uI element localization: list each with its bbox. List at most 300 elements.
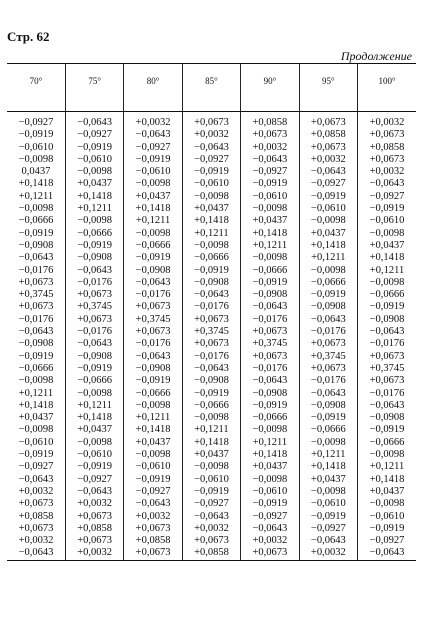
table-row (7, 191, 416, 203)
table-cell: −0,0098 (182, 461, 240, 473)
table-cell: −0,0098 (124, 178, 182, 190)
table-cell: +0,0673 (241, 326, 299, 338)
table-cell: +0,1418 (18, 399, 54, 411)
table-cell: −0,0666 (241, 412, 299, 424)
table-row (7, 154, 416, 166)
column-header: 85° (182, 64, 240, 112)
table-cell: +0,3745 (65, 301, 123, 313)
table-cell: −0,0908 (299, 400, 357, 412)
table-cell: −0,0643 (358, 400, 416, 412)
table-cell: −0,0927 (299, 178, 357, 190)
table-cell: −0,0643 (358, 326, 416, 338)
table-cell: +0,0673 (182, 338, 240, 350)
table-cell: +0,0673 (241, 129, 299, 141)
table-cell: −0,0098 (124, 400, 182, 412)
table-cell: −0,0643 (65, 265, 123, 277)
table-cell: −0,0666 (18, 215, 54, 227)
table-cell: +0,0673 (65, 535, 123, 547)
table-cell: −0,0098 (124, 449, 182, 461)
table-cell: −0,0908 (358, 412, 416, 424)
table-row (7, 338, 416, 350)
table-row (7, 301, 416, 313)
table-cell: +0,0032 (358, 112, 416, 130)
table-cell: −0,0643 (182, 363, 240, 375)
table-cell: −0,0610 (182, 178, 240, 190)
table-cell: +0,0032 (299, 547, 357, 560)
table-row (7, 203, 416, 215)
table-cell: +0,0032 (18, 485, 54, 497)
table-cell: −0,0666 (182, 252, 240, 264)
table-row (7, 449, 416, 461)
table-cell: −0,0908 (124, 363, 182, 375)
table-cell: −0,0919 (124, 154, 182, 166)
table-cell: +0,3745 (182, 326, 240, 338)
table-cell: +0,0437 (182, 203, 240, 215)
table-cell: −0,0643 (124, 129, 182, 141)
table-cell: +0,0437 (124, 191, 182, 203)
table-cell: +0,0437 (18, 412, 54, 424)
table-cell: −0,0176 (65, 277, 123, 289)
table-cell: −0,0098 (65, 166, 123, 178)
table-cell: −0,0666 (65, 375, 123, 387)
table-cell: +0,1211 (358, 265, 416, 277)
table-cell: −0,0176 (241, 314, 299, 326)
table-cell: +0,0032 (299, 154, 357, 166)
table-cell: −0,0098 (241, 474, 299, 486)
table-cell: −0,0666 (124, 388, 182, 400)
table-cell: +0,1418 (124, 203, 182, 215)
table-cell: +0,0673 (241, 547, 299, 560)
table-cell: +0,0032 (182, 129, 240, 141)
table-cell: −0,0098 (124, 228, 182, 240)
table-cell: −0,0666 (358, 437, 416, 449)
column-header: 100° (358, 64, 416, 112)
table-cell: +0,1211 (124, 215, 182, 227)
continuation-label: Продолжение (340, 49, 412, 63)
table-cell: −0,0643 (65, 112, 123, 130)
table-cell: −0,0666 (65, 228, 123, 240)
table-cell: −0,0919 (182, 486, 240, 498)
table-cell: +0,0437 (124, 437, 182, 449)
table-cell: +0,0032 (182, 523, 240, 535)
table-cell: +0,0673 (241, 351, 299, 363)
table-cell: −0,0643 (299, 388, 357, 400)
table-cell: −0,0919 (358, 424, 416, 436)
table-cell: +0,1211 (124, 412, 182, 424)
table-cell: +0,3745 (241, 338, 299, 350)
table-cell: +0,1211 (358, 461, 416, 473)
table-cell: +0,0673 (18, 301, 54, 313)
page-number: Стр. 62 (7, 29, 50, 44)
table-cell: −0,0176 (18, 264, 54, 276)
table-cell: −0,0610 (18, 436, 54, 448)
table-header (7, 64, 416, 112)
table-cell: −0,0919 (241, 498, 299, 510)
table-cell: −0,0098 (358, 449, 416, 461)
table-cell: −0,0176 (124, 338, 182, 350)
table-row (7, 351, 416, 363)
table-cell: +0,0673 (299, 338, 357, 350)
column-header: 80° (124, 64, 182, 112)
table-row (7, 252, 416, 264)
table-cell: −0,0919 (18, 449, 54, 461)
table-cell: −0,0098 (299, 437, 357, 449)
table-cell: +0,0673 (182, 112, 240, 130)
table-cell: −0,0919 (65, 461, 123, 473)
table-cell: −0,0919 (358, 523, 416, 535)
table-cell: −0,0919 (124, 252, 182, 264)
table-cell: +0,0437 (241, 215, 299, 227)
table-cell: −0,0643 (299, 314, 357, 326)
table-cell: −0,0908 (124, 265, 182, 277)
table-cell: +0,0673 (65, 511, 123, 523)
table-cell: +0,0673 (358, 154, 416, 166)
table-cell: −0,0098 (358, 277, 416, 289)
table-cell: −0,0927 (124, 486, 182, 498)
table-cell: −0,0610 (241, 486, 299, 498)
table-cell: −0,0666 (182, 400, 240, 412)
table-cell: −0,0098 (358, 228, 416, 240)
table-cell: +0,0673 (18, 522, 54, 534)
table-cell: −0,0927 (18, 461, 54, 473)
table-cell: −0,0919 (358, 203, 416, 215)
table-cell: −0,0098 (182, 412, 240, 424)
table-cell: −0,0176 (18, 313, 54, 325)
table-row (7, 547, 416, 560)
table-cell: +0,0673 (358, 351, 416, 363)
table-cell: +0,1211 (65, 203, 123, 215)
table-cell: +0,1418 (65, 412, 123, 424)
table-cell: +0,0673 (65, 314, 123, 326)
table-cell: −0,0176 (182, 301, 240, 313)
table-cell: +0,0673 (358, 375, 416, 387)
table-cell: +0,0437 (182, 449, 240, 461)
table-cell: −0,0927 (358, 191, 416, 203)
table-cell: −0,0643 (124, 351, 182, 363)
table-cell: −0,0908 (299, 301, 357, 313)
table-cell: −0,0908 (65, 252, 123, 264)
table-cell: −0,0919 (299, 412, 357, 424)
table-cell: +0,1418 (18, 178, 54, 190)
table-cell: +0,0858 (299, 129, 357, 141)
table-cell: −0,0643 (65, 338, 123, 350)
table-body (7, 112, 416, 561)
table-row (7, 486, 416, 498)
table-cell: +0,0032 (18, 535, 54, 547)
table-cell: −0,0176 (182, 351, 240, 363)
table-cell: −0,0643 (241, 375, 299, 387)
table-cell: −0,0610 (124, 166, 182, 178)
table-cell: −0,0908 (241, 388, 299, 400)
table-cell: −0,0643 (7, 547, 65, 560)
table-cell: −0,0927 (358, 535, 416, 547)
table-cell: −0,0643 (124, 498, 182, 510)
table-row (7, 424, 416, 436)
table-cell: +0,1418 (241, 449, 299, 461)
column-header: 75° (65, 64, 123, 112)
table-cell: −0,0919 (299, 289, 357, 301)
table-cell: −0,0610 (299, 203, 357, 215)
table-cell: −0,0927 (182, 498, 240, 510)
table-cell: −0,0098 (299, 486, 357, 498)
table-cell: −0,0643 (241, 301, 299, 313)
table-cell: +0,0673 (358, 129, 416, 141)
table-cell: +0,1418 (124, 424, 182, 436)
table-cell: −0,0098 (65, 388, 123, 400)
table-cell: +0,1418 (299, 240, 357, 252)
table-cell: +0,1418 (241, 228, 299, 240)
table-row (7, 474, 416, 486)
table-cell: −0,0908 (18, 239, 54, 251)
table-row (7, 375, 416, 387)
table-cell: −0,0643 (182, 289, 240, 301)
table-cell: +0,0032 (358, 166, 416, 178)
table-cell: −0,0666 (241, 265, 299, 277)
table-cell: −0,0098 (182, 191, 240, 203)
table-row (7, 388, 416, 400)
table-cell: −0,0610 (18, 141, 54, 153)
table-cell: +0,0032 (65, 498, 123, 510)
table-cell: −0,0927 (65, 474, 123, 486)
table-cell: −0,0098 (299, 215, 357, 227)
table-cell: −0,0919 (18, 129, 54, 141)
table-row (7, 535, 416, 547)
table-cell: −0,0666 (299, 424, 357, 436)
table-cell: +0,1418 (358, 252, 416, 264)
table-cell: +0,0858 (65, 523, 123, 535)
table-cell: −0,0098 (65, 437, 123, 449)
table-cell: −0,0610 (65, 449, 123, 461)
table-row (7, 363, 416, 375)
table-cell: +0,3745 (358, 363, 416, 375)
table-cell: +0,0673 (65, 289, 123, 301)
column-header: 70° (7, 64, 65, 112)
table-cell: +0,0673 (182, 535, 240, 547)
table-cell: +0,0673 (124, 326, 182, 338)
table-cell: +0,0673 (18, 276, 54, 288)
table-cell: +0,1418 (299, 461, 357, 473)
table-cell: +0,0032 (65, 547, 123, 560)
table-row (7, 400, 416, 412)
table-cell: +0,0673 (299, 142, 357, 154)
table-cell: −0,0908 (65, 351, 123, 363)
table-row (7, 265, 416, 277)
table-cell: −0,0643 (182, 511, 240, 523)
table-cell: +0,1418 (65, 191, 123, 203)
table-cell: +0,0437 (65, 424, 123, 436)
table-cell: −0,0919 (65, 240, 123, 252)
table-cell: −0,0927 (18, 117, 54, 128)
header-row (7, 64, 416, 112)
table-cell: +0,0032 (124, 511, 182, 523)
table-cell: −0,0610 (358, 215, 416, 227)
table-cell: −0,0610 (358, 511, 416, 523)
table-cell: −0,0919 (124, 474, 182, 486)
table-cell: +0,1211 (18, 387, 54, 399)
table-cell: −0,0919 (124, 375, 182, 387)
table-cell: +0,0858 (182, 547, 240, 560)
table-cell: +0,3745 (299, 351, 357, 363)
table-cell: −0,0908 (241, 289, 299, 301)
table-cell: +0,0673 (182, 314, 240, 326)
table-cell: −0,0643 (18, 326, 54, 338)
table-cell: +0,1211 (182, 228, 240, 240)
table-cell: −0,0098 (241, 252, 299, 264)
table-cell: +0,0673 (299, 363, 357, 375)
column-header: 90° (241, 64, 299, 112)
table-cell: −0,0666 (358, 289, 416, 301)
table-cell: +0,0673 (299, 112, 357, 130)
table-cell: +0,1211 (18, 190, 54, 202)
table-cell: −0,0919 (241, 277, 299, 289)
table-cell: −0,0927 (241, 166, 299, 178)
table-cell: −0,0176 (358, 388, 416, 400)
table-cell: −0,0098 (18, 203, 54, 215)
table-cell: −0,0610 (182, 474, 240, 486)
table-row (7, 511, 416, 523)
data-table-container (7, 63, 416, 561)
table-row (7, 166, 416, 178)
table-row (7, 277, 416, 289)
table-cell: +0,0437 (358, 486, 416, 498)
table-cell: −0,0919 (241, 400, 299, 412)
table-cell: −0,0927 (124, 142, 182, 154)
table-cell: +0,1211 (299, 449, 357, 461)
table-cell: −0,0919 (182, 388, 240, 400)
table-cell: −0,0908 (182, 375, 240, 387)
table-cell: +0,0437 (299, 474, 357, 486)
table-cell: −0,0643 (18, 252, 54, 264)
table-row (7, 142, 416, 154)
table-cell: −0,0643 (182, 142, 240, 154)
table-cell: +0,0437 (358, 240, 416, 252)
table-cell: −0,0908 (358, 314, 416, 326)
table-cell: +0,1211 (241, 437, 299, 449)
table-cell: −0,0919 (299, 511, 357, 523)
table-cell: −0,0643 (299, 166, 357, 178)
column-header: 95° (299, 64, 357, 112)
table-cell: 0,0437 (21, 166, 51, 178)
table-row (7, 228, 416, 240)
table-cell: −0,0919 (18, 227, 54, 239)
table-cell: +0,1211 (65, 400, 123, 412)
table-cell: +0,1211 (299, 252, 357, 264)
table-cell: −0,0643 (65, 486, 123, 498)
table-cell: −0,0919 (65, 363, 123, 375)
table-cell: +0,0032 (124, 112, 182, 130)
table-cell: −0,0919 (182, 166, 240, 178)
table-cell: −0,0176 (299, 375, 357, 387)
table-cell: −0,0643 (241, 154, 299, 166)
table-cell: +0,0673 (124, 523, 182, 535)
table-cell: −0,0610 (299, 498, 357, 510)
table-cell: −0,0908 (182, 277, 240, 289)
table-cell: −0,0176 (124, 289, 182, 301)
table-row (7, 437, 416, 449)
table-cell: −0,0919 (65, 142, 123, 154)
table-cell: +0,0437 (299, 228, 357, 240)
table-cell: +0,0437 (65, 178, 123, 190)
table-row (7, 129, 416, 141)
table-cell: +0,1211 (241, 240, 299, 252)
table-cell: +0,0858 (124, 535, 182, 547)
table-row (7, 289, 416, 301)
table-cell: +0,0032 (241, 142, 299, 154)
table-cell: −0,0908 (18, 338, 54, 350)
table-cell: +0,0437 (241, 461, 299, 473)
table-cell: −0,0919 (299, 191, 357, 203)
table-cell: −0,0919 (182, 265, 240, 277)
table-cell: −0,0666 (124, 240, 182, 252)
table-cell: −0,0927 (182, 154, 240, 166)
table-cell: +0,0858 (18, 510, 54, 522)
table-cell: −0,0643 (299, 535, 357, 547)
table-row (7, 112, 416, 130)
table-cell: +0,1418 (182, 437, 240, 449)
table-cell: −0,0666 (18, 362, 54, 374)
table-cell: −0,0098 (241, 424, 299, 436)
table-cell: −0,0643 (358, 547, 416, 560)
table-cell: +0,0858 (358, 142, 416, 154)
table-row (7, 498, 416, 510)
table-row (7, 240, 416, 252)
table-row (7, 523, 416, 535)
table-row (7, 314, 416, 326)
table-cell: +0,0032 (241, 535, 299, 547)
table-cell: −0,0098 (18, 375, 54, 387)
table-cell: −0,0176 (241, 363, 299, 375)
table-cell: −0,0927 (241, 511, 299, 523)
table-cell: +0,0673 (124, 301, 182, 313)
table-cell: −0,0098 (299, 265, 357, 277)
table-row (7, 412, 416, 424)
table-cell: −0,0643 (241, 523, 299, 535)
table-cell: −0,0176 (358, 338, 416, 350)
table-row (7, 178, 416, 190)
table-cell: −0,0643 (18, 473, 54, 485)
table-cell: −0,0098 (358, 498, 416, 510)
table-cell: −0,0643 (124, 277, 182, 289)
table-cell: −0,0098 (241, 203, 299, 215)
table-cell: −0,0610 (124, 461, 182, 473)
table-cell: −0,0176 (299, 326, 357, 338)
table-cell: +0,3745 (124, 314, 182, 326)
table-cell: −0,0176 (65, 326, 123, 338)
table-cell: −0,0098 (65, 215, 123, 227)
table-cell: −0,0098 (182, 240, 240, 252)
table-cell: +0,0673 (124, 547, 182, 560)
table-cell: +0,1211 (182, 424, 240, 436)
table-cell: −0,0919 (241, 178, 299, 190)
table-cell: +0,0858 (241, 112, 299, 130)
table-cell: −0,0643 (358, 178, 416, 190)
table-row (7, 326, 416, 338)
table-cell: −0,0919 (18, 350, 54, 362)
table-cell: −0,0098 (18, 424, 54, 436)
table-cell: +0,1418 (182, 215, 240, 227)
data-table (7, 63, 416, 561)
table-cell: −0,0666 (299, 277, 357, 289)
table-cell: −0,0610 (241, 191, 299, 203)
table-cell: −0,0927 (299, 523, 357, 535)
table-cell: +0,1418 (358, 474, 416, 486)
table-cell: −0,0098 (18, 153, 54, 165)
table-cell: +0,0673 (18, 498, 54, 510)
table-cell: −0,0610 (65, 154, 123, 166)
table-cell: −0,0919 (358, 301, 416, 313)
table-row (7, 215, 416, 227)
table-cell: −0,0927 (65, 129, 123, 141)
